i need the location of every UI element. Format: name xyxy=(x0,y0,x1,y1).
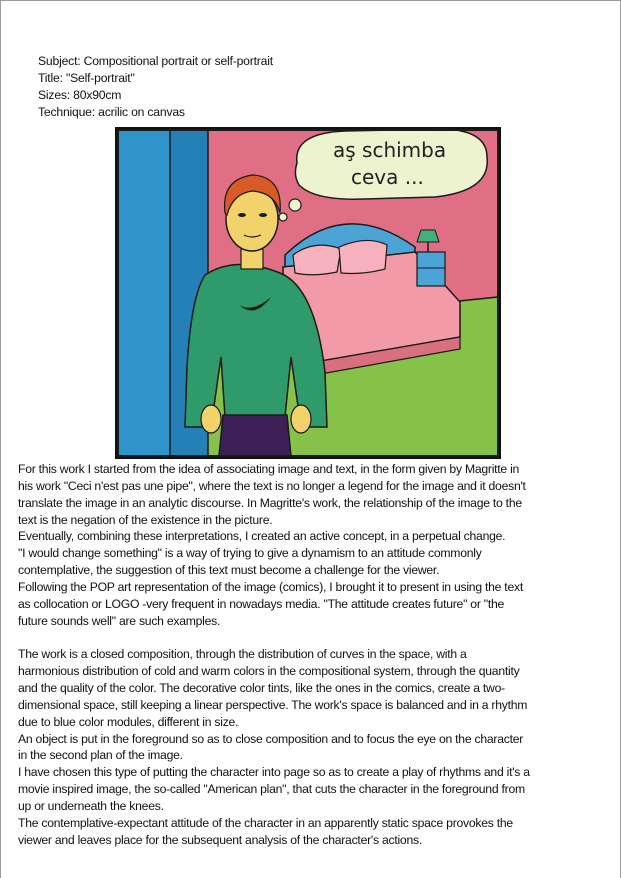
text-line: translate the image in an analytic discourse. In Magritte's work, the relationship of the image to the xyxy=(18,495,522,510)
text-line: Following the POP art representation of the image (comics), I brought it to present in using the text xyxy=(18,579,523,594)
text-line: and the quality of the color. The decorative color tints, like the ones in the comics, create a two- xyxy=(18,680,505,695)
text-line: harmonious distribution of cold and warm colors in the compositional system, through the quantity xyxy=(18,664,520,679)
page-border-top xyxy=(0,0,621,1)
self-portrait-painting xyxy=(115,127,501,459)
page-border-left xyxy=(0,0,1,878)
left-hand xyxy=(201,405,221,433)
text-line: in the second plan of the image. xyxy=(18,748,183,763)
text-line: An object is put in the foreground so as to close composition and to focus the eye on the character xyxy=(18,731,524,746)
subject-line: Subject: Compositional portrait or self-portrait xyxy=(38,54,273,68)
text-line: For this work I started from the idea of associating image and text, in the form given by Magritte in xyxy=(18,462,520,476)
text-line: text is the negation of the existence in the picture. xyxy=(18,512,273,527)
text-line: The work is a closed composition, through the distribution of curves in the space, with a xyxy=(18,647,467,662)
right-hand xyxy=(291,405,311,433)
pillow-right xyxy=(339,240,387,273)
text-line: due to blue color modules, different in size. xyxy=(18,714,239,729)
nightstand xyxy=(417,252,445,286)
artwork-description xyxy=(18,461,608,848)
text-line: viewer and leaves place for the subsequent analysis of the character's actions. xyxy=(18,832,422,847)
artwork-metadata xyxy=(38,53,273,121)
painting-illustration xyxy=(115,127,501,459)
speech-text-line2: ceva ... xyxy=(351,165,424,189)
text-line: future sounds well" are such examples. xyxy=(18,613,221,628)
sizes-line: Sizes: 80x90cm xyxy=(38,88,122,102)
text-line: contemplative, the suggestion of this text must become a challenge for the viewer. xyxy=(18,563,440,578)
text-line: movie inspired image, the so-called "American plan", that cuts the character in the foreground from xyxy=(18,782,525,797)
text-line: up or underneath the knees. xyxy=(18,798,164,813)
paragraph-gap xyxy=(18,629,608,646)
dark-trousers xyxy=(219,415,291,456)
lamp-shade xyxy=(417,230,439,242)
technique-line: Technique: acrilic on canvas xyxy=(38,105,185,119)
text-line: his work "Ceci n'est pas une pipe", where the text is no longer a legend for the image and it doesn't xyxy=(18,478,526,493)
speech-text-line1: aş schimba xyxy=(333,138,447,162)
text-line: Eventually, combining these interpretations, I created an active concept, in a perpetual change. xyxy=(18,529,506,544)
title-line: Title: "Self-portrait" xyxy=(38,71,135,85)
text-line: "I would change something" is a way of trying to give a dynamism to an attitude commonly xyxy=(18,546,482,561)
text-line: as collocation or LOGO -very frequent in nowadays media. "The attitude creates future" or "the xyxy=(18,596,505,611)
text-line: The contemplative-expectant attitude of the character in an apparently static space provokes the xyxy=(18,815,513,830)
text-line: I have chosen this type of putting the character into page so as to create a play of rhythms and it's a xyxy=(18,765,530,780)
text-line: dimensional space, still keeping a linear perspective. The work's space is balanced and in a rhythm xyxy=(18,697,528,712)
